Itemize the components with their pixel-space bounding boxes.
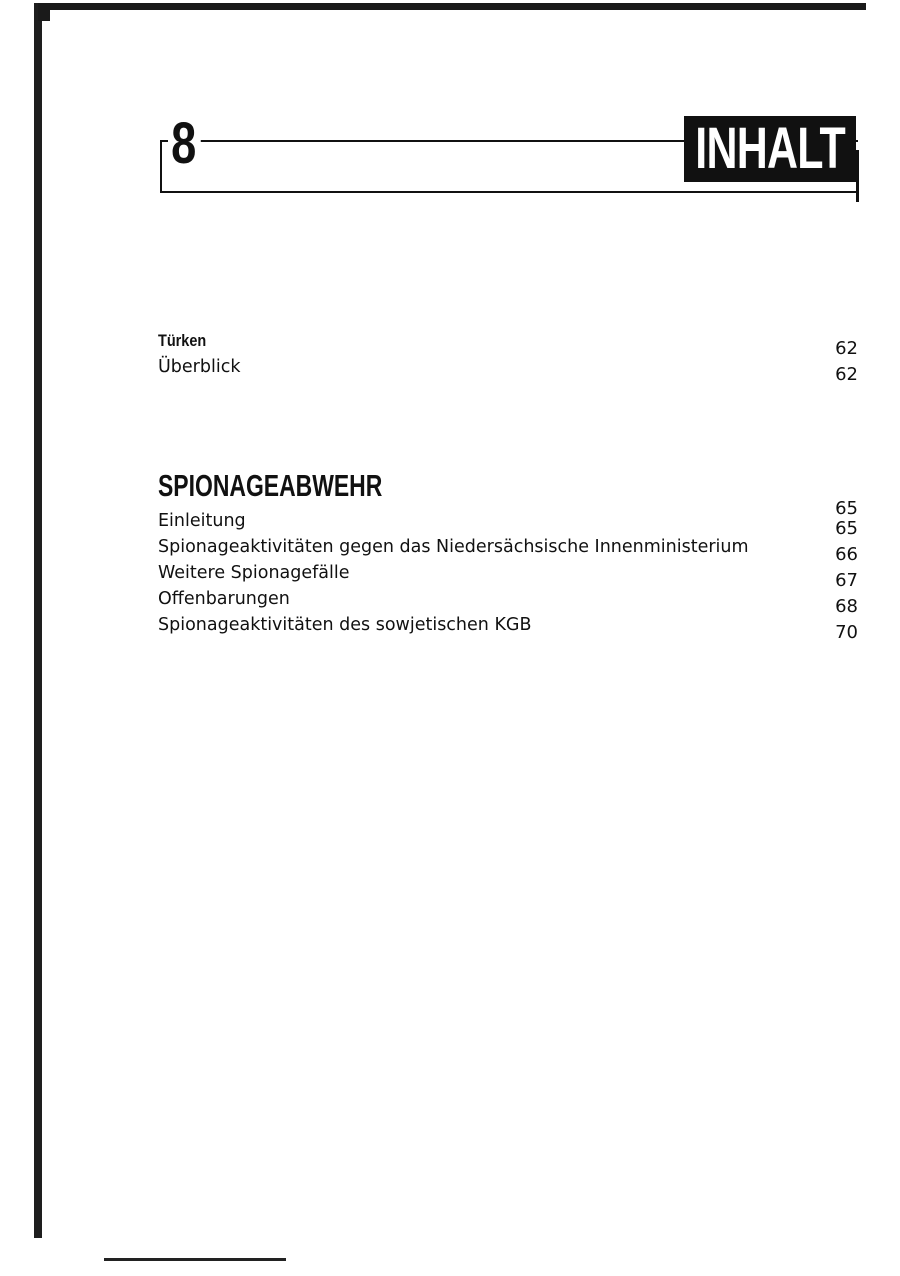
toc-entry-label: Offenbarungen: [158, 589, 290, 609]
toc-entry-label: Einleitung: [158, 511, 246, 531]
toc-entry-label: Überblick: [158, 357, 241, 377]
scan-edge-corner: [38, 3, 50, 21]
toc-entry-label: Spionageaktivitäten gegen das Niedersächsische Innenministerium: [158, 537, 749, 557]
toc-entry-page: 65: [835, 518, 858, 539]
scan-edge-top: [38, 3, 866, 10]
page-title: INHALT: [695, 116, 845, 181]
toc-entry: [158, 352, 858, 385]
toc-entry: [158, 532, 858, 565]
section-title-page: 65: [835, 498, 858, 519]
page-title-badge: [684, 116, 856, 182]
toc-entry: [158, 506, 858, 539]
toc-entry-label: Spionageaktivitäten des sowjetischen KGB: [158, 615, 532, 635]
toc-entry-page: 70: [835, 622, 858, 643]
toc-entry-page: 68: [835, 596, 858, 617]
scan-edge-bottom: [104, 1258, 286, 1261]
toc-group-heading: [158, 326, 858, 359]
toc-group-heading-label: Türken: [158, 331, 207, 350]
toc-entry: [158, 610, 858, 643]
header-frame-tick: [856, 150, 859, 202]
toc-entry-page: 66: [835, 544, 858, 565]
section-title: SPIONAGEABWEHR: [158, 468, 383, 503]
toc-entry: [158, 558, 858, 591]
toc-entry-label: Weitere Spionagefälle: [158, 563, 350, 583]
toc-entry: [158, 584, 858, 617]
toc-group-heading-page: 62: [835, 338, 858, 359]
toc-entry-page: 62: [835, 364, 858, 385]
scan-edge-left: [34, 3, 42, 1238]
toc-entry-page: 67: [835, 570, 858, 591]
page-number: 8: [168, 112, 201, 176]
